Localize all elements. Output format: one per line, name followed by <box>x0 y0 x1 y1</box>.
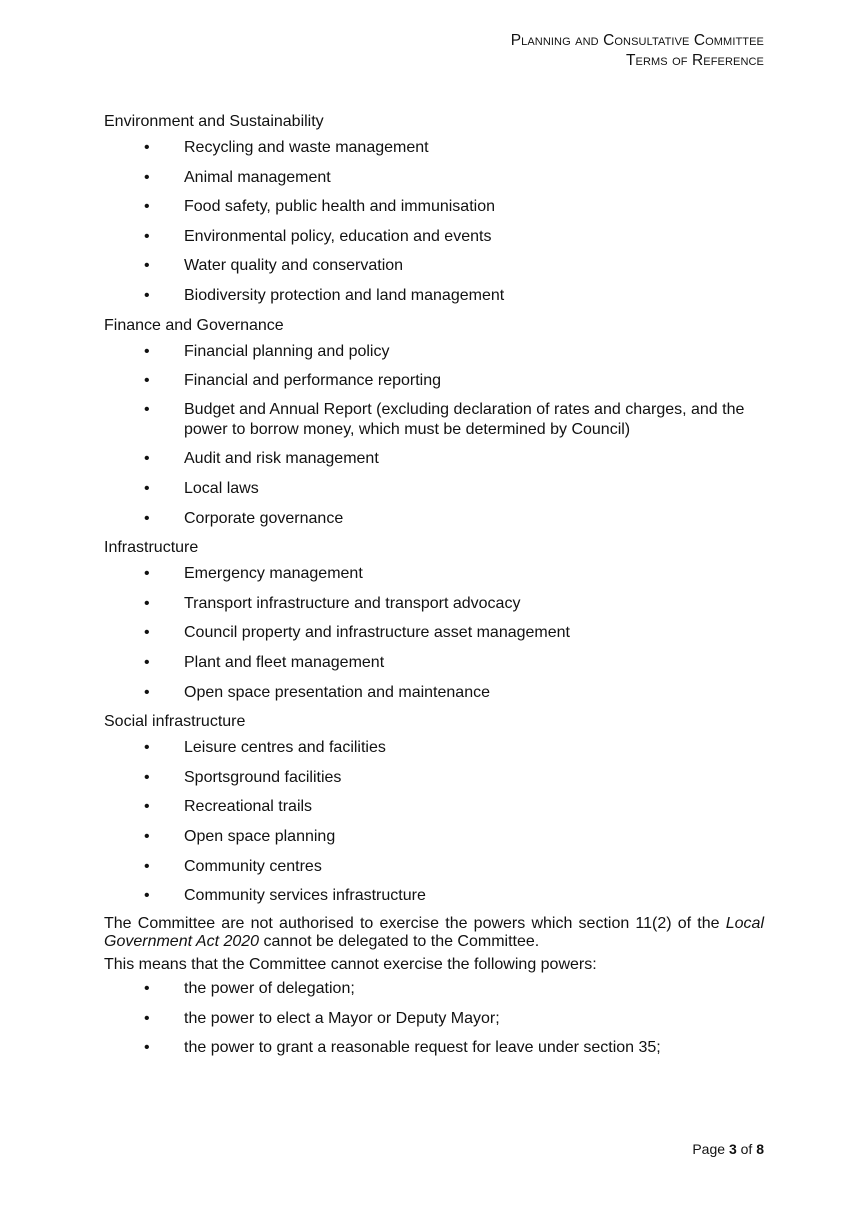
bullet-icon: • <box>144 739 150 757</box>
paragraph-text: cannot be delegated to the Committee. <box>259 933 540 951</box>
of-label: of <box>740 1141 753 1157</box>
bullet-icon: • <box>144 887 150 905</box>
bullet-icon: • <box>144 683 150 701</box>
bullet-icon: • <box>144 450 150 468</box>
list-item <box>104 448 764 470</box>
list-item <box>104 737 764 759</box>
authorisation-paragraph <box>104 915 764 952</box>
bullet-icon: • <box>144 654 150 671</box>
list-item <box>104 196 764 218</box>
list-item <box>104 622 764 644</box>
page-label: Page <box>692 1141 726 1157</box>
list-item-text: Local laws <box>184 480 259 498</box>
list-item <box>104 226 764 248</box>
list-item-text: Water quality and conservation <box>184 257 404 275</box>
list-item-text: Transport infrastructure and transport advocacy <box>184 594 521 612</box>
bullet-icon: • <box>144 509 150 527</box>
list-item-text: Audit and risk management <box>184 450 379 468</box>
list-item-text: Biodiversity protection and land management <box>184 286 505 304</box>
list-item-text: Animal management <box>184 168 331 186</box>
list-item <box>104 400 764 440</box>
bullet-icon: • <box>144 227 150 245</box>
list-item-text: the power to elect a Mayor or Deputy Mayor; <box>184 1009 500 1027</box>
list-item <box>104 593 764 615</box>
list-item-text: Open space presentation and maintenance <box>184 683 490 701</box>
document-body <box>104 111 764 1067</box>
paragraph-text: The Committee are not authorised to exercise the powers which section 11(2) of the <box>104 914 726 932</box>
list-item-text: Council property and infrastructure asset management <box>184 624 570 642</box>
list-item <box>104 341 764 363</box>
list-item-text: Open space planning <box>184 827 336 845</box>
document-header <box>511 31 764 71</box>
bullet-icon: • <box>144 827 150 845</box>
list-item-text: Community centres <box>184 857 322 875</box>
list-item-text: Community services infrastructure <box>184 887 426 905</box>
header-committee-name: Planning and Consultative Committee <box>510 32 764 49</box>
list-item <box>104 370 764 392</box>
list-item <box>104 1008 764 1030</box>
act-title: Local Government Act 2020 <box>104 914 764 951</box>
list-item <box>104 478 764 500</box>
list-item <box>104 285 764 307</box>
list-item-text: Budget and Annual Report (excluding declaration of rates and charges, and the power to borrow money, which must be determined by Council) <box>184 400 745 438</box>
bullet-icon: • <box>144 1039 150 1057</box>
powers-list <box>104 978 764 1059</box>
list-item-text: Plant and fleet management <box>184 654 385 671</box>
list-item <box>104 563 764 585</box>
list-item-text: Financial and performance reporting <box>184 372 442 390</box>
bullet-icon: • <box>144 480 150 498</box>
list-item-text: Environmental policy, education and events <box>184 227 492 245</box>
bullet-icon: • <box>144 257 150 275</box>
bullet-list <box>104 137 764 307</box>
list-item <box>104 978 764 1000</box>
list-item-text: Emergency management <box>184 565 363 583</box>
bullet-icon: • <box>144 372 150 390</box>
list-item-text: Corporate governance <box>184 509 344 527</box>
list-item-text: the power of delegation; <box>184 980 355 998</box>
bullet-icon: • <box>144 768 150 786</box>
bullet-list <box>104 737 764 907</box>
bullet-icon: • <box>144 594 150 612</box>
bullet-icon: • <box>144 400 150 418</box>
list-item <box>104 137 764 159</box>
list-item <box>104 167 764 189</box>
bullet-list <box>104 341 764 530</box>
list-item-text: Recreational trails <box>184 798 313 816</box>
bullet-icon: • <box>144 286 150 304</box>
list-item <box>104 1037 764 1059</box>
list-item <box>104 826 764 848</box>
list-item-text: the power to grant a reasonable request for leave under section 35; <box>184 1039 661 1057</box>
bullet-icon: • <box>144 857 150 875</box>
bullet-icon: • <box>144 798 150 816</box>
list-item-text: Leisure centres and facilities <box>184 739 386 757</box>
current-page-number: 3 <box>728 1141 737 1157</box>
bullet-icon: • <box>144 139 150 156</box>
section-heading: Infrastructure <box>104 539 199 557</box>
bullet-icon: • <box>144 624 150 642</box>
list-item-text: Financial planning and policy <box>184 342 390 360</box>
list-item-text: Sportsground facilities <box>184 768 342 786</box>
list-item <box>104 255 764 277</box>
bullet-icon: • <box>144 168 150 186</box>
list-item <box>104 796 764 818</box>
list-item <box>104 652 764 674</box>
total-pages-number: 8 <box>756 1141 764 1157</box>
list-item <box>104 508 764 530</box>
list-item <box>104 885 764 907</box>
bullet-icon: • <box>144 565 150 583</box>
bullet-icon: • <box>144 980 150 998</box>
section-heading: Environment and Sustainability <box>104 113 324 130</box>
list-item <box>104 856 764 878</box>
list-item <box>104 682 764 704</box>
section-heading: Social infrastructure <box>104 713 246 731</box>
powers-intro-paragraph: This means that the Committee cannot exercise the following powers: <box>104 955 597 973</box>
header-document-title: Terms of Reference <box>625 52 764 69</box>
bullet-icon: • <box>144 198 150 216</box>
page-number-footer <box>692 1141 764 1157</box>
bullet-list <box>104 563 764 703</box>
list-item <box>104 767 764 789</box>
list-item-text: Recycling and waste management <box>184 139 429 156</box>
bullet-icon: • <box>144 342 150 360</box>
section-heading: Finance and Governance <box>104 316 284 334</box>
list-item-text: Food safety, public health and immunisation <box>184 198 495 216</box>
bullet-icon: • <box>144 1009 150 1027</box>
